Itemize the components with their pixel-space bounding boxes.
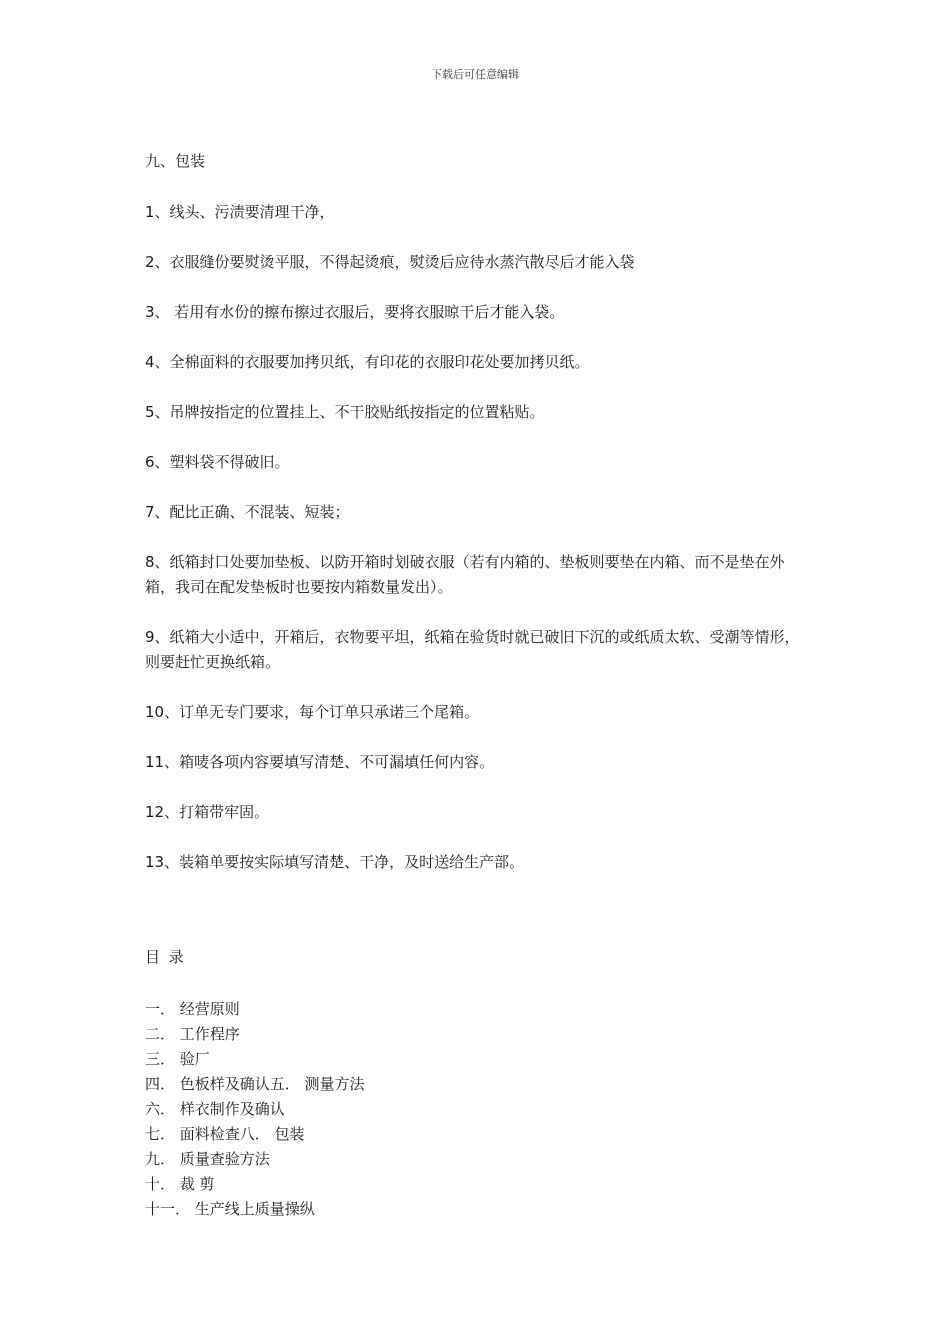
- toc-entry: 十一． 生产线上质量操纵: [145, 1200, 315, 1218]
- list-item: 5、吊牌按指定的位置挂上、不干胶贴纸按指定的位置粘贴。: [145, 403, 545, 421]
- list-item: 13、装箱单要按实际填写清楚、干净，及时送给生产部。: [145, 853, 525, 871]
- list-item: 4、全棉面料的衣服要加拷贝纸，有印花的衣服印花处要加拷贝纸。: [145, 353, 590, 371]
- toc-entry: 一． 经营原则: [145, 1000, 240, 1018]
- toc-entry: 七． 面料检查八． 包装: [145, 1125, 305, 1143]
- toc-entry: 六． 样衣制作及确认: [145, 1100, 285, 1118]
- list-item: 9、纸箱大小适中，开箱后，衣物要平坦，纸箱在验货时就已破旧下沉的或纸质太软、受潮等情形，则要赶忙更换纸箱。: [145, 628, 800, 671]
- list-item: 6、塑料袋不得破旧。: [145, 453, 290, 471]
- main-content: [145, 150, 810, 900]
- toc-entry: 九． 质量查验方法: [145, 1150, 270, 1168]
- table-of-contents: [145, 997, 365, 1222]
- list-item: 2、衣服缝份要熨烫平服，不得起烫痕，熨烫后应待水蒸汽散尽后才能入袋: [145, 253, 635, 271]
- toc-entry: 十． 裁 剪: [145, 1175, 215, 1193]
- toc-entry: 四． 色板样及确认五． 测量方法: [145, 1075, 365, 1093]
- list-item: 10、订单无专门要求，每个订单只承诺三个尾箱。: [145, 703, 480, 721]
- list-item: 8、纸箱封口处要加垫板、以防开箱时划破衣服（若有内箱的、垫板则要垫在内箱、而不是垫在外箱，我司在配发垫板时也要按内箱数量发出）。: [145, 553, 785, 596]
- toc-entry: 三． 验厂: [145, 1050, 210, 1068]
- list-item: 1、线头、污渍要清理干净，: [145, 203, 335, 221]
- toc-entry: 二． 工作程序: [145, 1025, 240, 1043]
- list-item: 11、箱唛各项内容要填写清楚、不可漏填任何内容。: [145, 753, 495, 771]
- list-item: 3、 若用有水份的擦布擦过衣服后，要将衣服晾干后才能入袋。: [145, 303, 565, 321]
- list-item: 12、打箱带牢固。: [145, 803, 270, 821]
- section-title: 九、包装: [145, 152, 206, 170]
- header-note: 下载后可任意编辑: [431, 68, 519, 81]
- list-item: 7、配比正确、不混装、短装；: [145, 503, 350, 521]
- toc-title: 目 录: [145, 948, 186, 966]
